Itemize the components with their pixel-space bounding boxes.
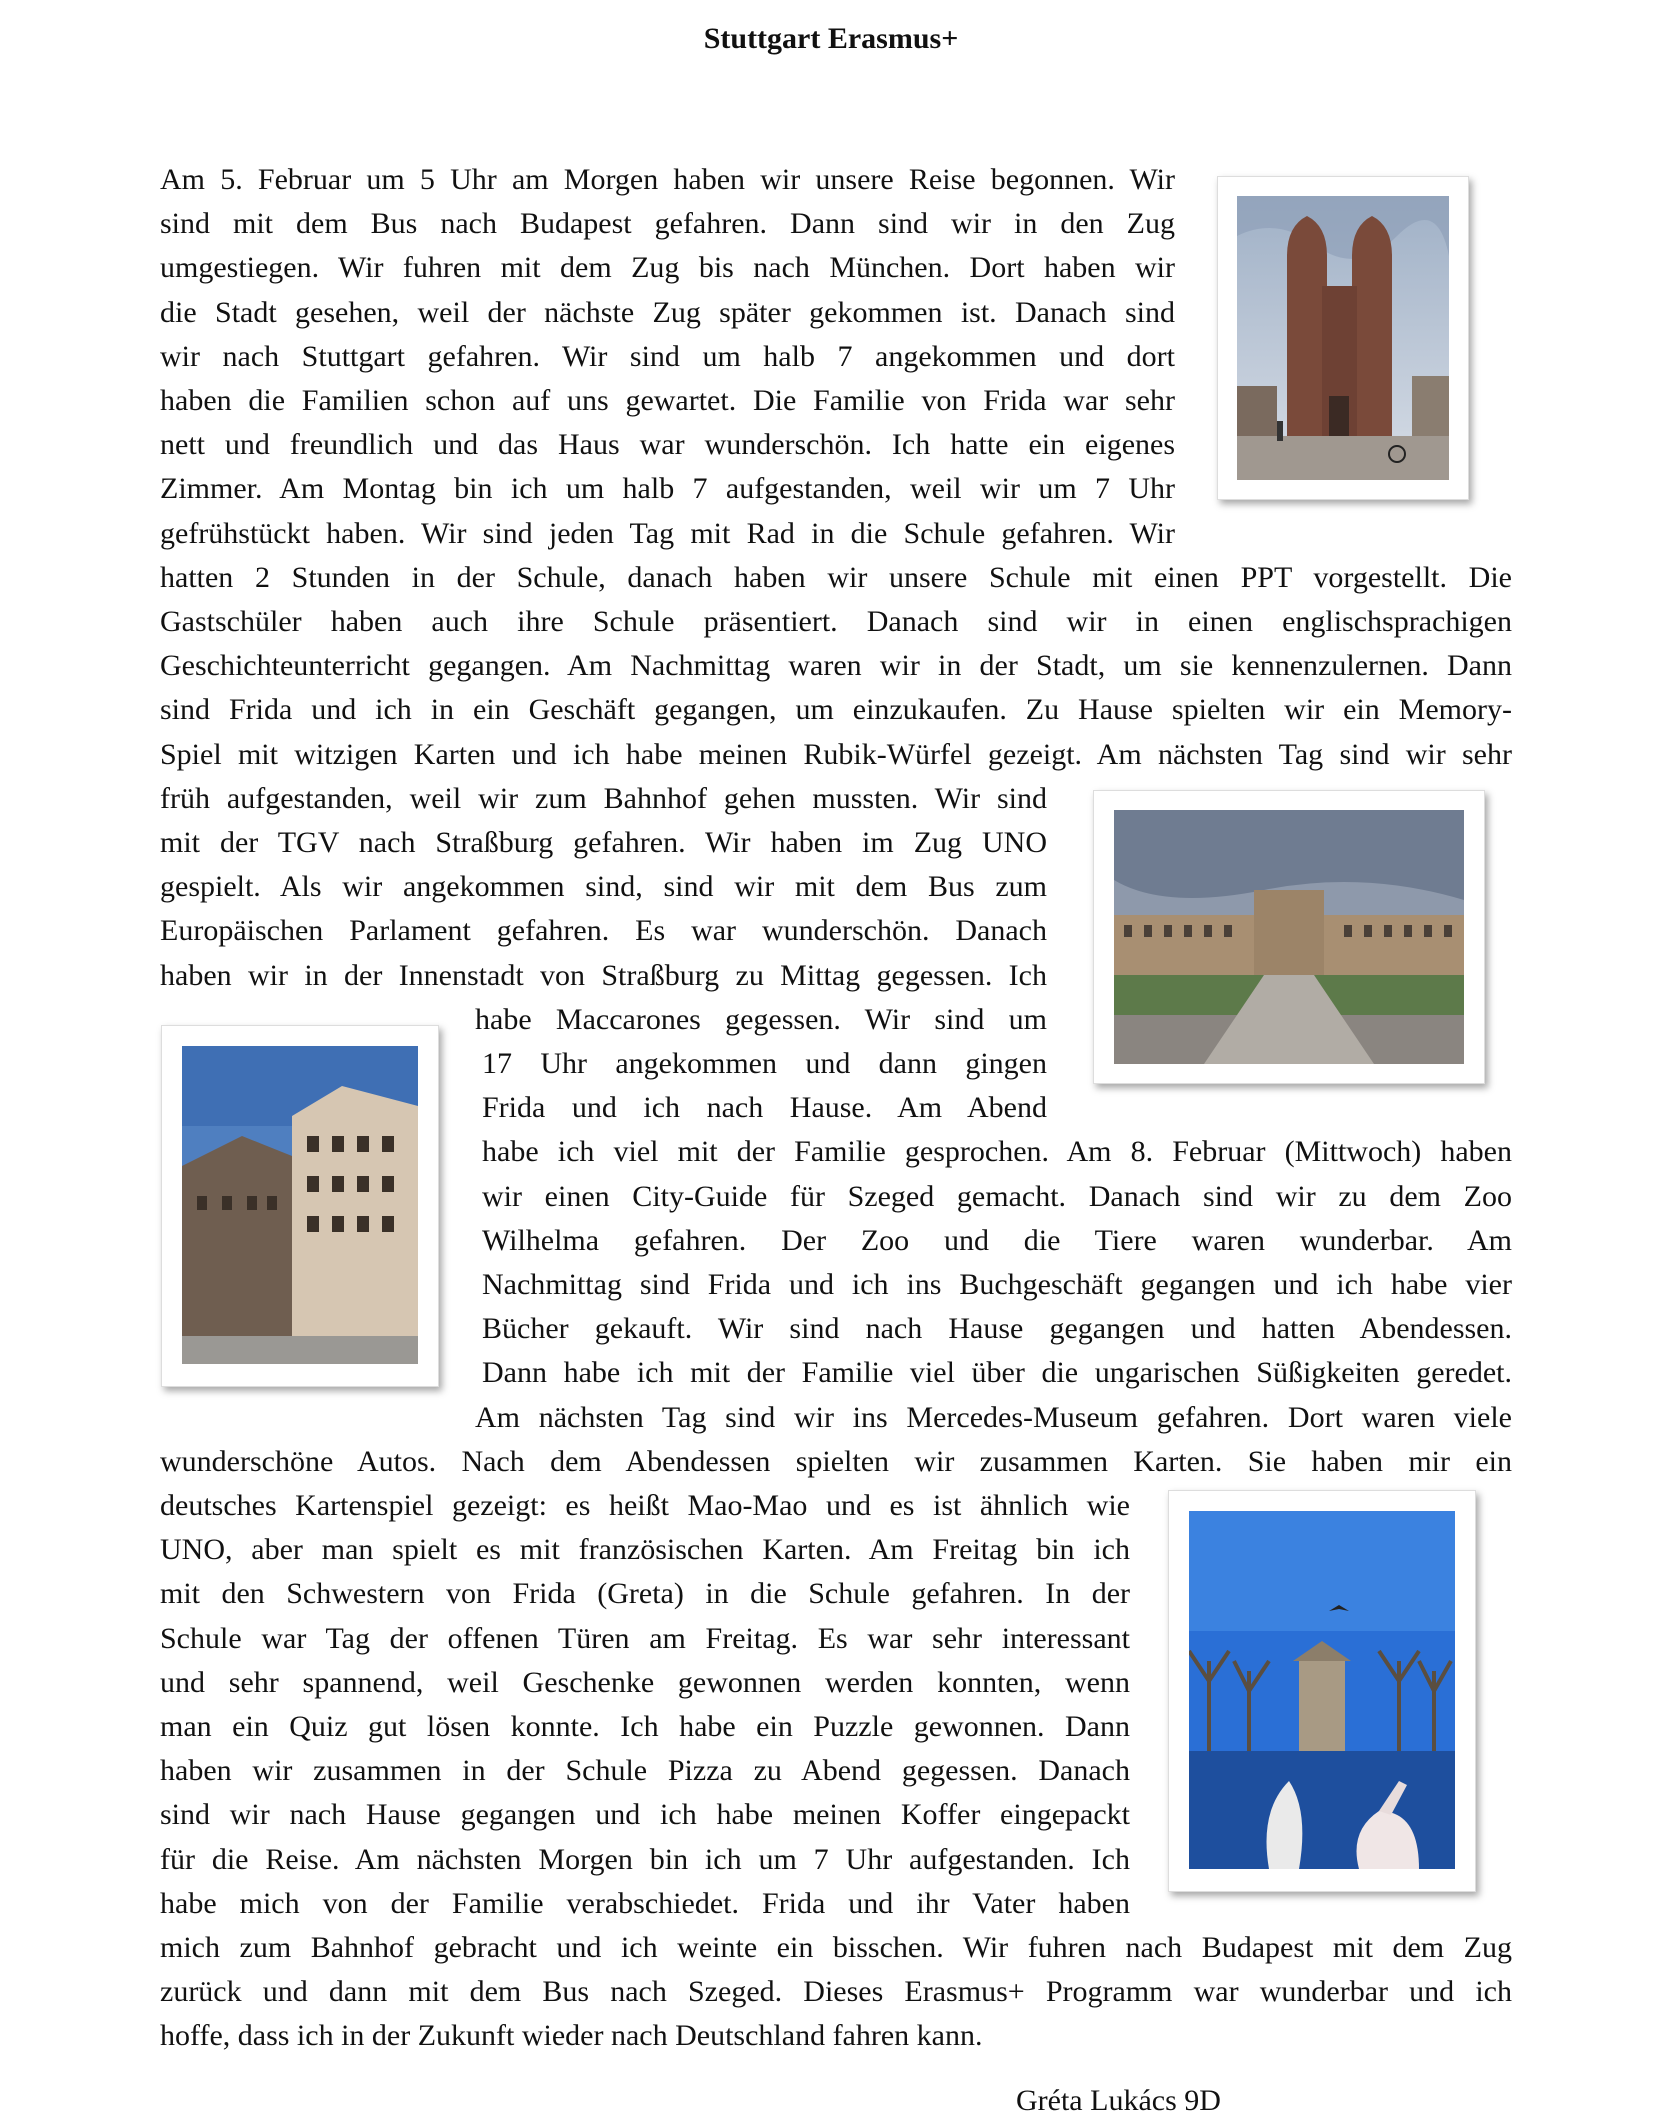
text-line: sind wir nach Hause gegangen und ich habe meinen Koffer eingepackt <box>160 1798 1130 1832</box>
text-line: Am nächsten Tag sind wir ins Mercedes-Museum gefahren. Dort waren viele <box>475 1400 1512 1434</box>
text-line: Geschichteunterricht gegangen. Am Nachmittag waren wir in der Stadt, um sie kennenzulernen. Dann <box>160 649 1512 683</box>
text-line: habe Maccarones gegessen. Wir sind um <box>475 1002 1047 1036</box>
text-line: nett und freundlich und das Haus war wunderschön. Ich hatte ein eigenes <box>160 428 1175 462</box>
page-title: Stuttgart Erasmus+ <box>703 22 959 55</box>
text-line: 17 Uhr angekommen und dann gingen <box>482 1047 1047 1080</box>
text-line: habe mich von der Familie verabschiedet. Frida und ihr Vater haben <box>160 1886 1130 1920</box>
text-line: Frida und ich nach Hause. Am Abend <box>482 1091 1047 1125</box>
text-line: haben die Familien schon auf uns gewartet. Die Familie von Frida war sehr <box>160 384 1175 417</box>
text-line: UNO, aber man spielt es mit französischen Karten. Am Freitag bin ich <box>160 1533 1130 1567</box>
text-line: Nachmittag sind Frida und ich ins Buchgeschäft gegangen und ich habe vier <box>482 1268 1512 1301</box>
text-line: Wilhelma gefahren. Der Zoo und die Tiere waren wunderbar. Am <box>482 1223 1512 1257</box>
text-line: Schule war Tag der offenen Türen am Freitag. Es war sehr interessant <box>160 1621 1130 1655</box>
text-line: Bücher gekauft. Wir sind nach Hause gegangen und hatten Abendessen. <box>482 1312 1512 1346</box>
text-line: wir einen City-Guide für Szeged gemacht. Danach sind wir zu dem Zoo <box>482 1179 1512 1213</box>
text-line: mit den Schwestern von Frida (Greta) in die Schule gefahren. In der <box>160 1577 1130 1611</box>
text-line: für die Reise. Am nächsten Morgen bin ich um 7 Uhr aufgestanden. Ich <box>160 1842 1130 1876</box>
text-line: wunderschöne Autos. Nach dem Abendessen spielten wir zusammen Karten. Sie haben mir ein <box>160 1444 1512 1478</box>
author-signature: Gréta Lukács 9D <box>1016 2084 1221 2117</box>
text-line: und sehr spannend, weil Geschenke gewonnen werden konnten, wenn <box>160 1665 1130 1699</box>
text-line: mich zum Bahnhof gebracht und ich weinte ein bisschen. Wir fuhren nach Budapest mit dem Zug <box>160 1931 1512 1964</box>
text-line: Spiel mit witzigen Karten und ich habe meinen Rubik-Würfel gezeigt. Am nächsten Tag sind wir sehr <box>160 737 1512 771</box>
palace-building-photo <box>1093 790 1485 1084</box>
text-line: deutsches Kartenspiel gezeigt: es heißt Mao-Mao und es ist ähnlich wie <box>160 1489 1130 1522</box>
text-line: hatten 2 Stunden in der Schule, danach haben wir unsere Schule mit einen PPT vorgestellt. Die <box>160 560 1512 594</box>
text-line: früh aufgestanden, weil wir zum Bahnhof gehen mussten. Wir sind <box>160 781 1047 815</box>
wilhelma-pond-photo <box>1168 1490 1476 1892</box>
text-line: mit der TGV nach Straßburg gefahren. Wir haben im Zug UNO <box>160 826 1047 859</box>
frauenkirche-munich-photo <box>1217 176 1469 500</box>
text-line: Dann habe ich mit der Familie viel über die ungarischen Süßigkeiten geredet. <box>482 1356 1512 1390</box>
text-line: sind mit dem Bus nach Budapest gefahren. Dann sind wir in den Zug <box>160 207 1175 241</box>
text-line: Europäischen Parlament gefahren. Es war wunderschön. Danach <box>160 914 1047 948</box>
timber-frame-houses-photo <box>161 1025 439 1387</box>
text-line: habe ich viel mit der Familie gesprochen. Am 8. Februar (Mittwoch) haben <box>482 1135 1512 1169</box>
text-line: Gastschüler haben auch ihre Schule präsentiert. Danach sind wir in einen englischsprachigen <box>160 605 1512 638</box>
text-line: Am 5. Februar um 5 Uhr am Morgen haben wir unsere Reise begonnen. Wir <box>160 163 1175 196</box>
text-line: haben wir in der Innenstadt von Straßburg zu Mittag gegessen. Ich <box>160 958 1047 992</box>
text-line: sind Frida und ich in ein Geschäft gegangen, um einzukaufen. Zu Hause spielten wir ein Memory- <box>160 693 1512 727</box>
text-line: man ein Quiz gut lösen konnte. Ich habe ein Puzzle gewonnen. Dann <box>160 1710 1130 1743</box>
text-line: Zimmer. Am Montag bin ich um halb 7 aufgestanden, weil wir um 7 Uhr <box>160 472 1175 506</box>
text-line: gefrühstückt haben. Wir sind jeden Tag mit Rad in die Schule gefahren. Wir <box>160 516 1175 550</box>
text-line: die Stadt gesehen, weil der nächste Zug später gekommen ist. Danach sind <box>160 295 1175 329</box>
text-line: hoffe, dass ich in der Zukunft wieder nach Deutschland fahren kann. <box>160 2019 983 2053</box>
text-line: umgestiegen. Wir fuhren mit dem Zug bis nach München. Dort haben wir <box>160 251 1175 285</box>
text-line: haben wir zusammen in der Schule Pizza zu Abend gegessen. Danach <box>160 1754 1130 1788</box>
text-line: wir nach Stuttgart gefahren. Wir sind um halb 7 angekommen und dort <box>160 339 1175 373</box>
text-line: zurück und dann mit dem Bus nach Szeged. Dieses Erasmus+ Programm war wunderbar und ich <box>160 1975 1512 2009</box>
text-line: gespielt. Als wir angekommen sind, sind wir mit dem Bus zum <box>160 870 1047 904</box>
